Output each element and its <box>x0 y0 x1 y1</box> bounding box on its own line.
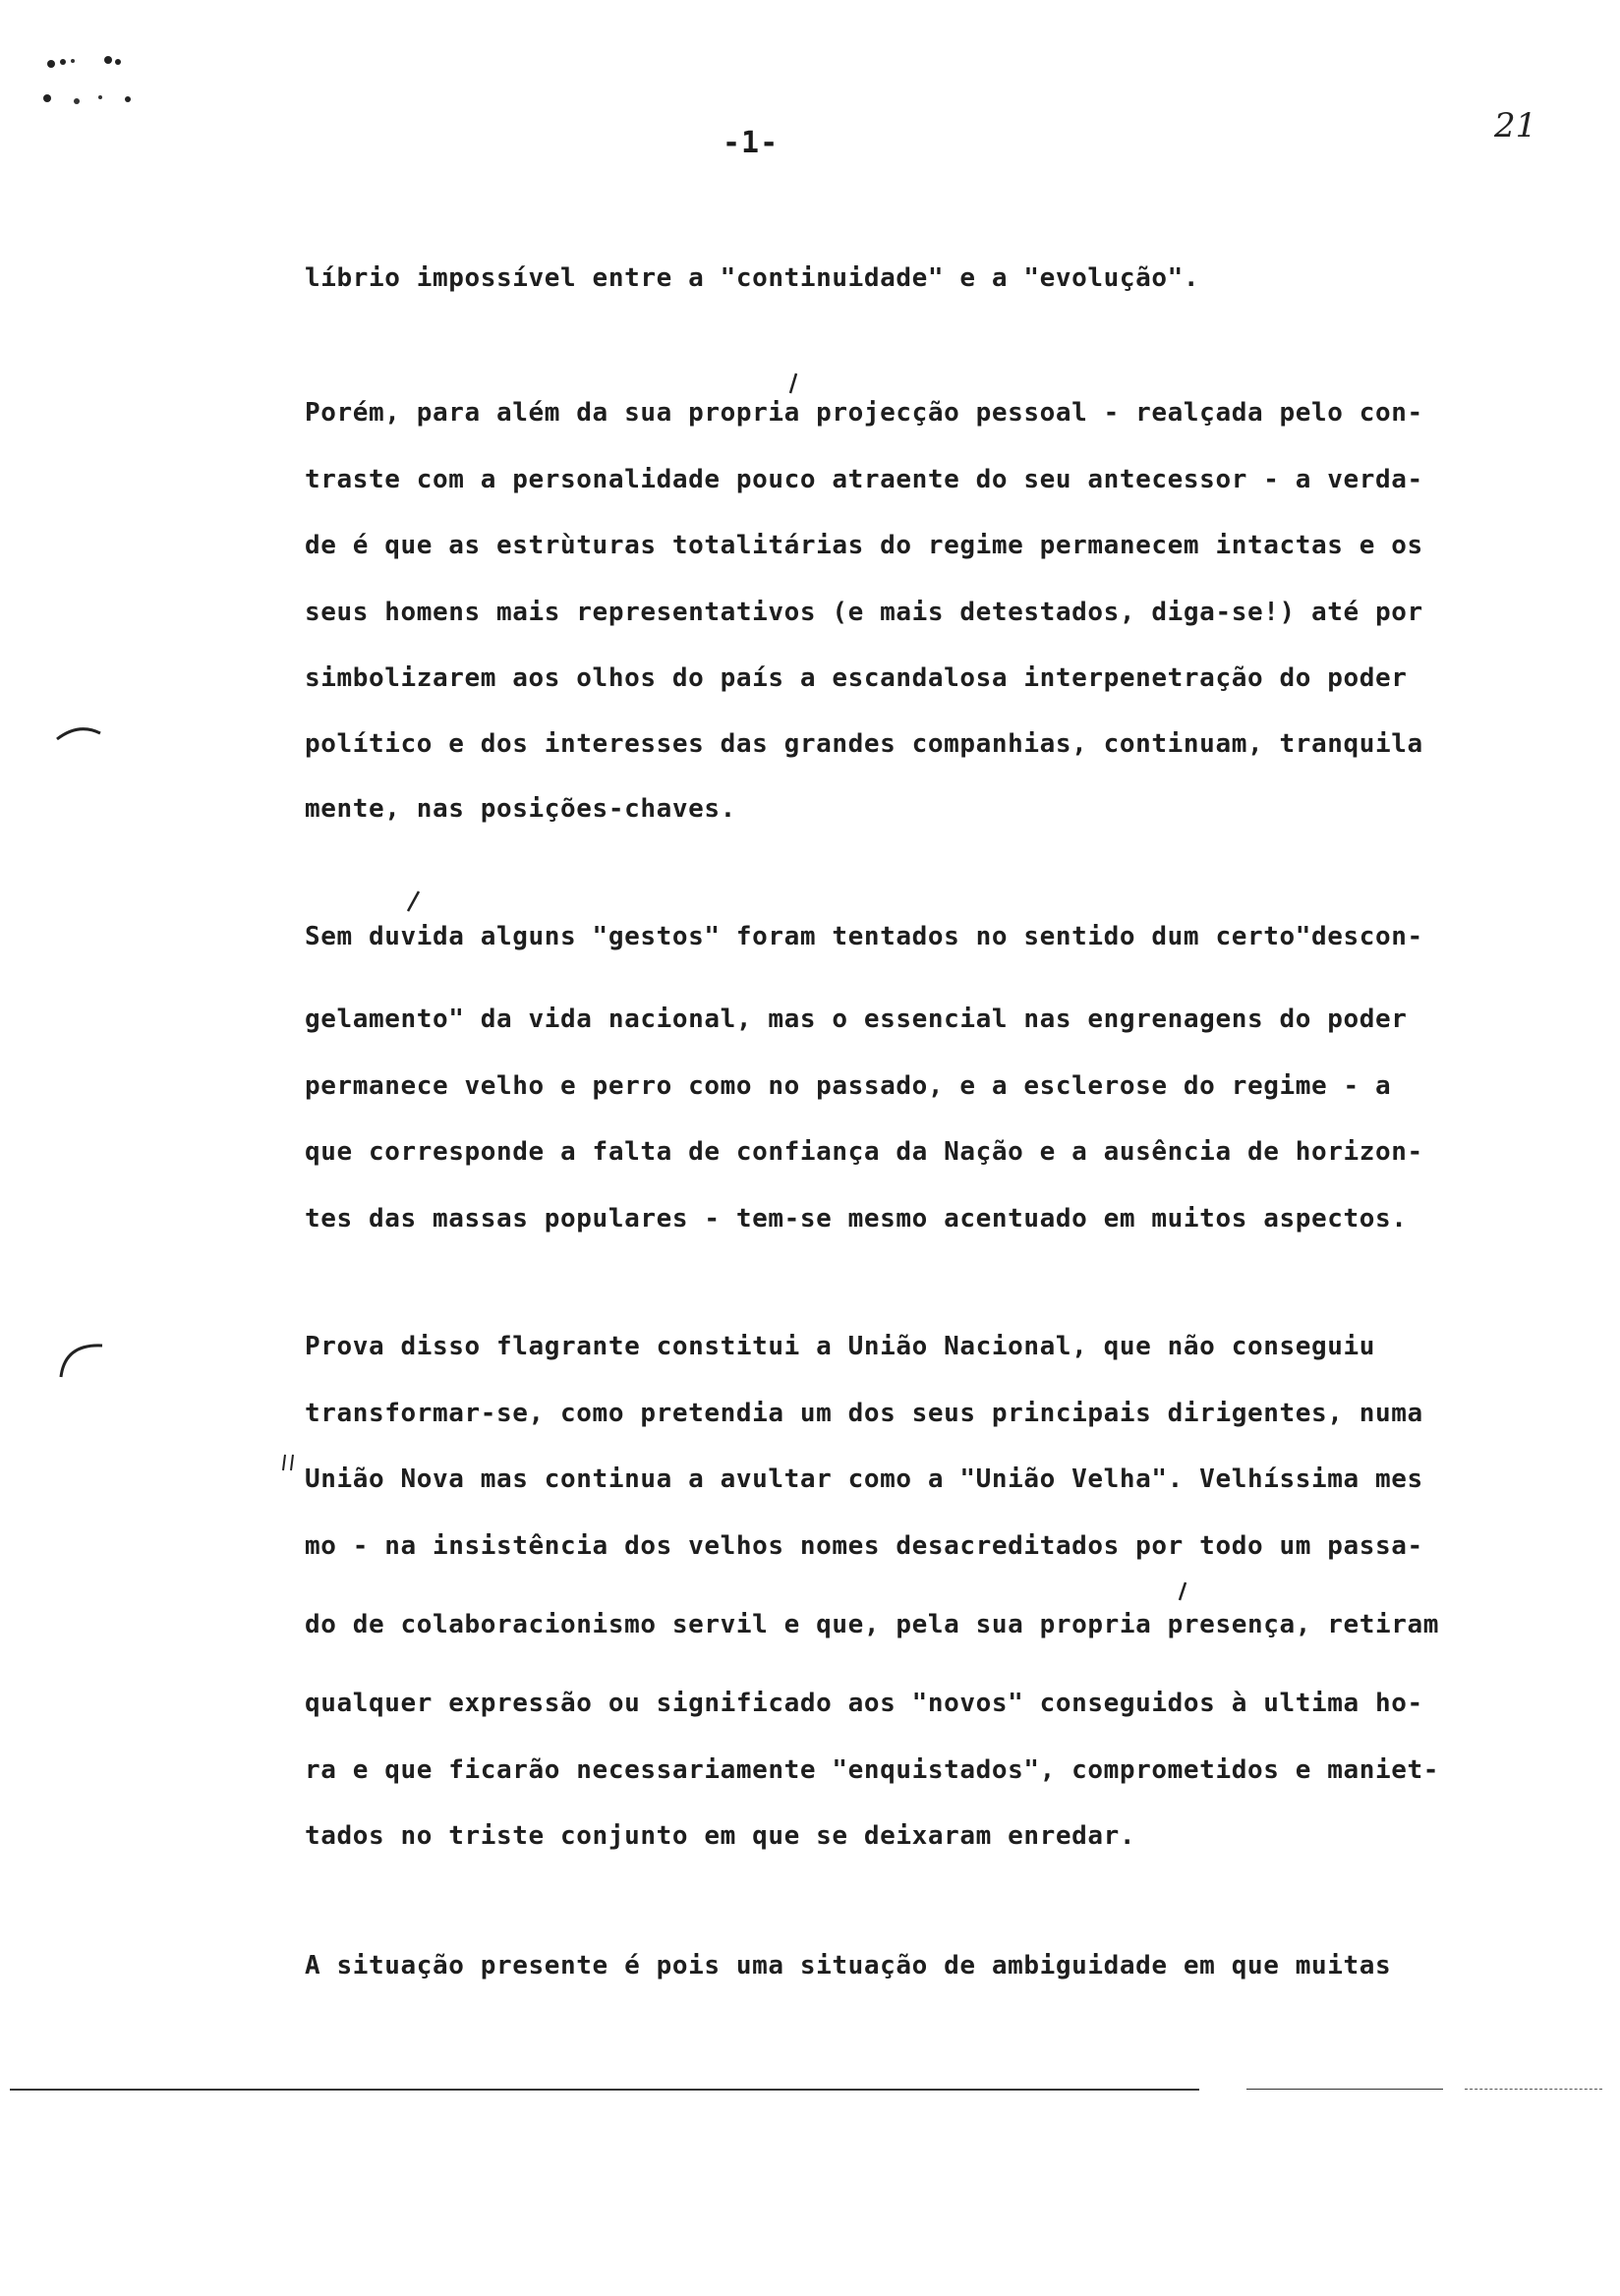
quote-mark <box>280 1453 300 1474</box>
text-line: ra e que ficarão necessariamente "enquistados", comprometidos e maniet- <box>305 1755 1439 1785</box>
text-line: que corresponde a falta de confiança da Nação e a ausência de horizon- <box>305 1137 1423 1167</box>
margin-bracket-mark <box>54 718 103 747</box>
page-number: -1- <box>723 126 780 160</box>
text-line: gelamento" da vida nacional, mas o essencial nas engrenagens do poder <box>305 1004 1408 1034</box>
footer-rule <box>1465 2089 1602 2090</box>
text-line: União Nova mas continua a avultar como a "União Velha". Velhíssima mes <box>305 1464 1423 1494</box>
text-line: mente, nas posições-chaves. <box>305 794 736 824</box>
handwritten-page-number: 21 <box>1494 106 1537 145</box>
footer-rule <box>10 2089 1199 2091</box>
text-line: Porém, para além da sua propria projecção pessoal - realçada pelo con- <box>305 398 1423 428</box>
text-line: político e dos interesses das grandes companhias, continuam, tranquila <box>305 729 1423 759</box>
text-line: Sem duvida alguns "gestos" foram tentados no sentido dum certo"descon- <box>305 922 1423 951</box>
text-line: tes das massas populares - tem-se mesmo acentuado em muitos aspectos. <box>305 1204 1408 1234</box>
text-line: seus homens mais representativos (e mais detestados, diga-se!) até por <box>305 598 1423 627</box>
accent-mark <box>403 890 423 913</box>
text-line: simbolizarem aos olhos do país a escandalosa interpenetração do poder <box>305 663 1408 693</box>
text-line: qualquer expressão ou significado aos "novos" conseguidos à ultima ho- <box>305 1689 1423 1718</box>
text-line: transformar-se, como pretendia um dos seus principais dirigentes, numa <box>305 1399 1423 1428</box>
text-line: do de colaboracionismo servil e que, pela sua propria presença, retiram <box>305 1610 1439 1639</box>
text-line: permanece velho e perro como no passado, e a esclerose do regime - a <box>305 1071 1392 1101</box>
accent-mark <box>1177 1580 1188 1602</box>
text-line: A situação presente é pois uma situação de ambiguidade em que muitas <box>305 1951 1392 1980</box>
text-line: Prova disso flagrante constitui a União Nacional, que não conseguiu <box>305 1332 1375 1361</box>
accent-mark <box>786 372 800 395</box>
text-line: de é que as estrùturas totalitárias do regime permanecem intactas e os <box>305 531 1423 560</box>
text-line: traste com a personalidade pouco atraente do seu antecessor - a verda- <box>305 465 1423 494</box>
text-line: líbrio impossível entre a "continuidade" e a "evolução". <box>305 263 1200 293</box>
text-line: tados no triste conjunto em que se deixaram enredar. <box>305 1821 1136 1851</box>
margin-bracket-mark <box>57 1332 106 1381</box>
footer-rule <box>1246 2089 1443 2090</box>
ink-smudge-marks <box>39 54 167 123</box>
text-line: mo - na insistência dos velhos nomes desacreditados por todo um passa- <box>305 1531 1423 1561</box>
